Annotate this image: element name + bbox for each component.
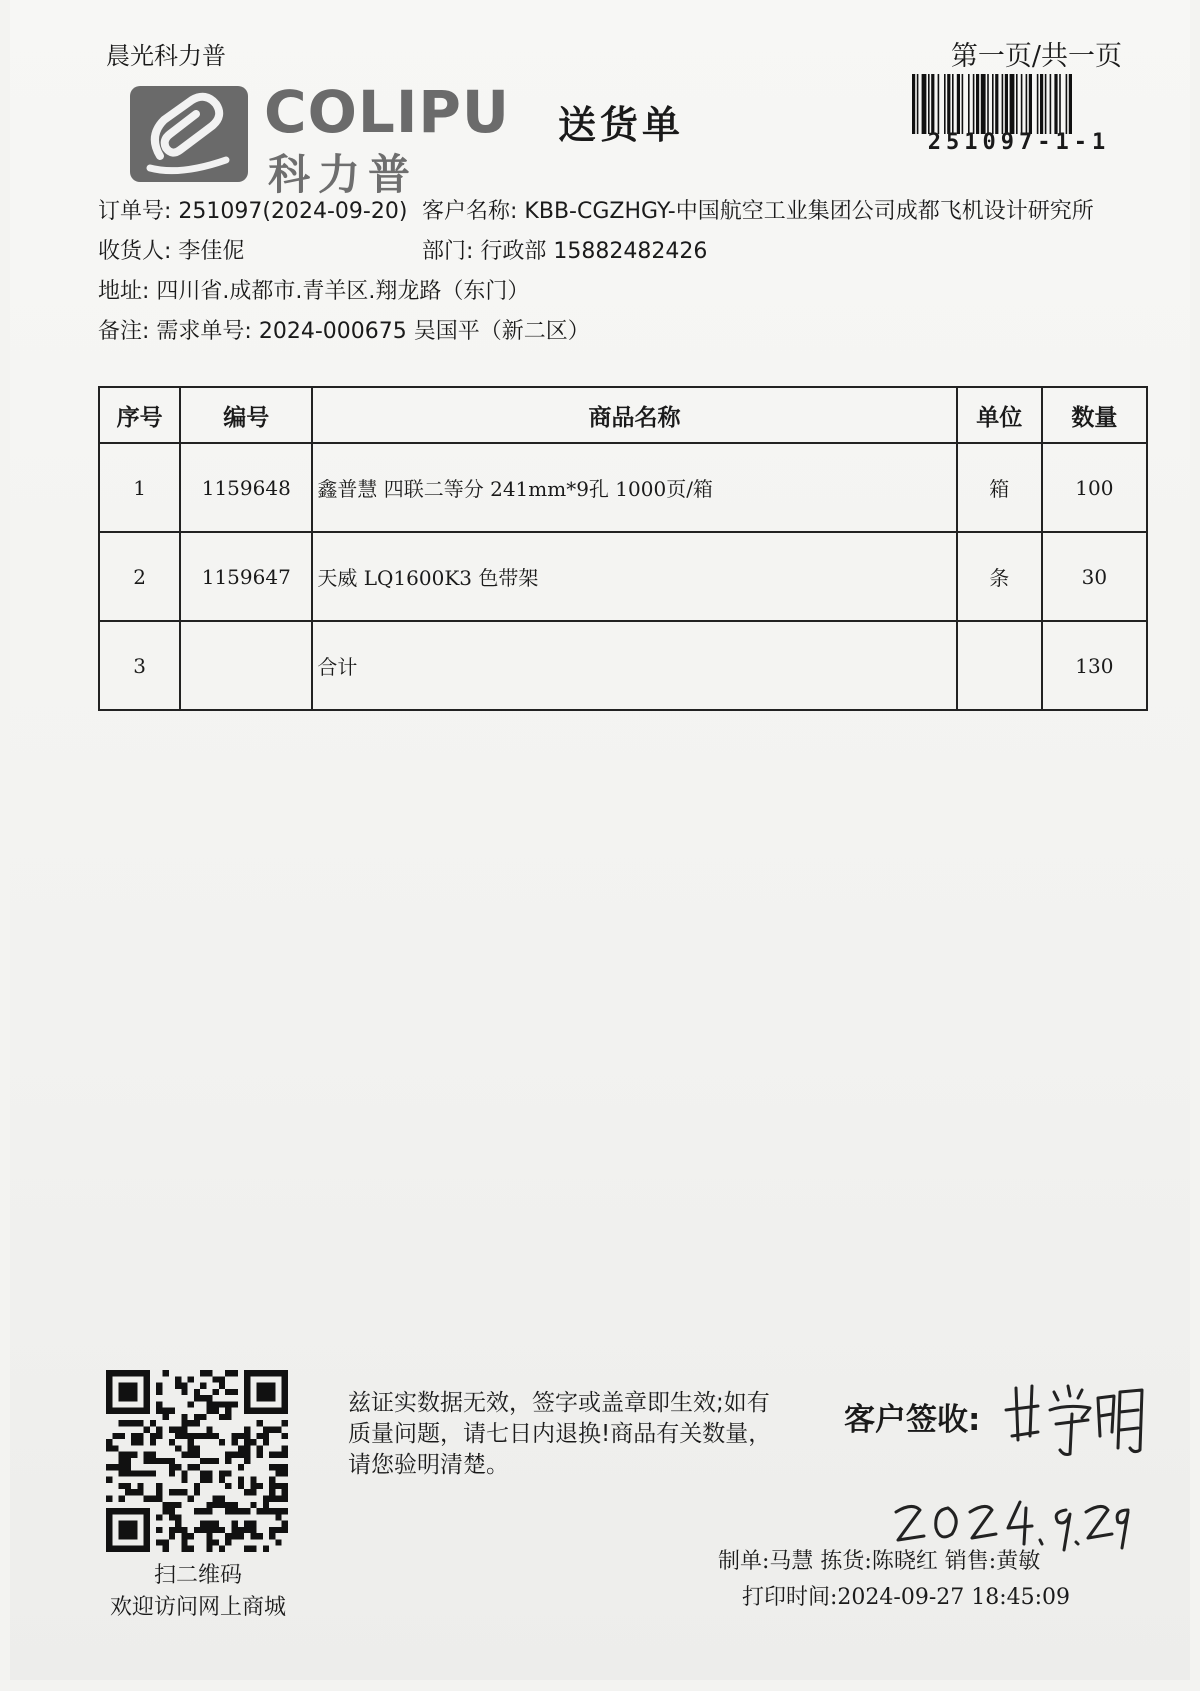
cell-seq: 3 (99, 621, 180, 710)
cell-name: 天威 LQ1600K3 色带架 (312, 532, 956, 621)
logo-wordmark: COLIPU (264, 78, 511, 146)
items-table (98, 386, 1148, 711)
customer-label: 客户名称: (422, 199, 518, 224)
column-header: 序号 (99, 387, 180, 443)
cell-seq: 2 (99, 532, 180, 621)
barcode (912, 74, 1126, 134)
print-time: 打印时间:2024-09-27 18:45:09 (742, 1585, 1071, 1610)
receiver-label: 收货人: (98, 239, 172, 264)
cell-unit (957, 621, 1042, 710)
customer-value: KBB-CGZHGY-中国航空工业集团公司成都飞机设计研究所 (524, 199, 1094, 224)
address-value: 四川省.成都市.青羊区.翔龙路（东门） (156, 279, 530, 304)
table-row (99, 532, 1147, 621)
qr-caption-mall: 欢迎访问网上商城 (109, 1595, 286, 1620)
receiver (98, 234, 244, 265)
receiver-value: 李佳伲 (178, 239, 245, 264)
address-label: 地址: (98, 279, 150, 304)
customer-sign-label: 客户签收: (844, 1402, 981, 1438)
colipu-logo-icon (130, 86, 248, 182)
handwritten-signature (998, 1370, 1148, 1460)
cell-code: 1159648 (180, 443, 312, 532)
cell-qty: 30 (1042, 532, 1147, 621)
cell-unit: 条 (957, 532, 1042, 621)
cell-unit: 箱 (957, 443, 1042, 532)
barcode-number: 251097-1-1 (927, 130, 1111, 155)
cell-name: 鑫普慧 四联二等分 241mm*9孔 1000页/箱 (312, 443, 956, 532)
dept-label: 部门: (422, 239, 474, 264)
dept-value: 行政部 15882482426 (480, 239, 708, 264)
cell-code: 1159647 (180, 532, 312, 621)
table-row (99, 443, 1147, 532)
column-header: 数量 (1042, 387, 1147, 443)
remark (98, 314, 590, 345)
table-total-row (99, 621, 1147, 710)
department (422, 234, 707, 265)
company-name: 晨光科力普 (106, 42, 226, 70)
qr-code-icon[interactable] (106, 1370, 288, 1552)
table-header-row (99, 387, 1147, 443)
staff-info: 制单:马慧 拣货:陈晓红 销售:黄敏 (718, 1549, 1041, 1574)
order-value: 251097(2024-09-20) (178, 199, 408, 224)
document-title: 送货单 (558, 103, 685, 147)
order-number (98, 194, 407, 225)
page-indicator: 第一页/共一页 (950, 41, 1122, 72)
column-header: 商品名称 (312, 387, 956, 443)
cell-name: 合计 (312, 621, 956, 710)
cell-seq: 1 (99, 443, 180, 532)
cell-qty: 100 (1042, 443, 1147, 532)
remark-value: 需求单号: 2024-000675 吴国平（新二区） (156, 319, 590, 344)
address (98, 274, 529, 305)
remark-label: 备注: (98, 319, 150, 344)
customer-name (422, 194, 1094, 225)
validity-notice: 兹证实数据无效，签字或盖章即生效;如有质量问题，请七日内退换!商品有关数量，请您验明清楚。 (348, 1390, 772, 1478)
delivery-note-sheet (10, 0, 1190, 1680)
cell-code (180, 621, 312, 710)
order-label: 订单号: (98, 199, 172, 224)
cell-qty: 130 (1042, 621, 1147, 710)
logo-chinese: 科力普 (268, 150, 419, 199)
column-header: 编号 (180, 387, 312, 443)
column-header: 单位 (957, 387, 1042, 443)
qr-caption-scan: 扫二维码 (153, 1563, 242, 1588)
